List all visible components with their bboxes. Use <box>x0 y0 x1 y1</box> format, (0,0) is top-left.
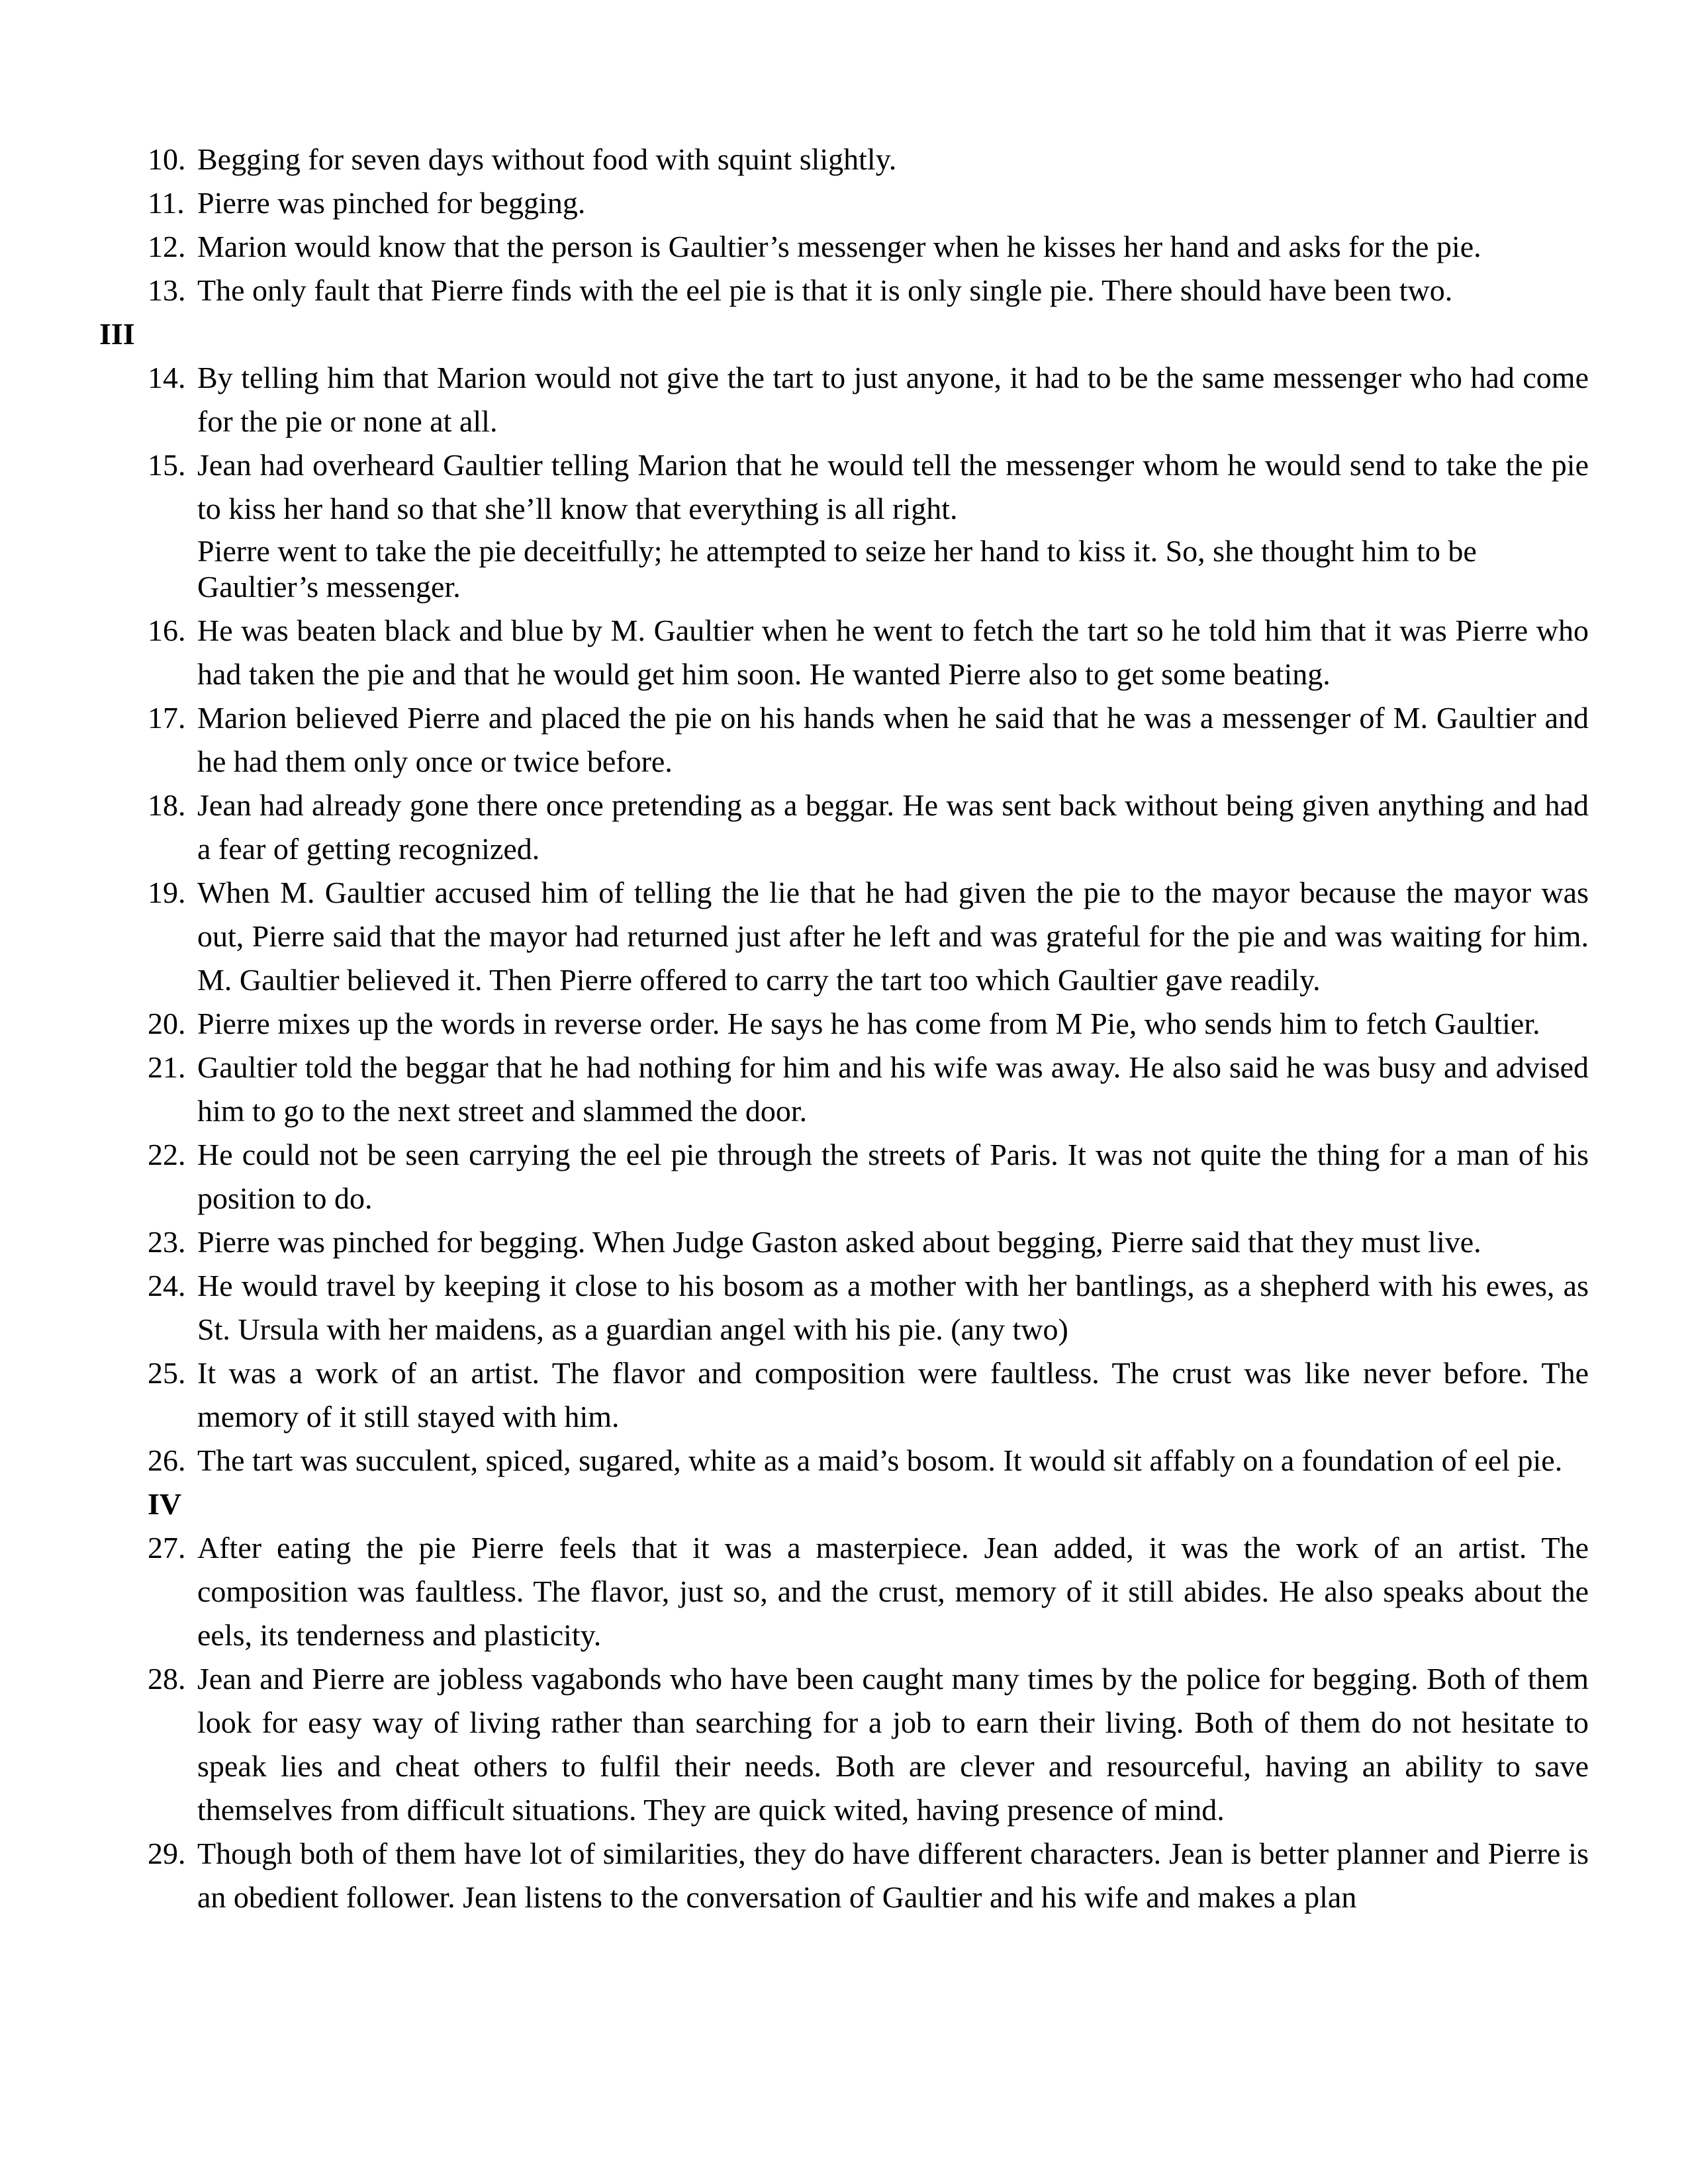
item-number: 11. <box>148 186 185 220</box>
item-number: 26. <box>148 1443 186 1477</box>
item-number: 14. <box>148 361 186 394</box>
item-number: 23. <box>148 1225 186 1259</box>
item-number: 27. <box>148 1531 186 1565</box>
item-text: Jean had overheard Gaultier telling Marion that he would tell the messenger whom he would send to take the pie to kiss her hand so that she’ll know that everything is all right. <box>197 448 1589 525</box>
list-item <box>99 356 1589 443</box>
item-number: 12. <box>148 230 186 263</box>
list-item <box>99 1046 1589 1133</box>
list-item <box>99 1439 1589 1482</box>
item-number: 24. <box>148 1269 186 1302</box>
item-number: 28. <box>148 1662 186 1696</box>
item-text: Marion would know that the person is Gaultier’s messenger when he kisses her hand and asks for the pie. <box>197 230 1481 263</box>
item-number: 25. <box>148 1356 186 1390</box>
item-number: 18. <box>148 788 186 822</box>
item-number: 20. <box>148 1007 186 1040</box>
list-item <box>99 784 1589 871</box>
item-text: The only fault that Pierre finds with the eel pie is that it is only single pie. There should have been two. <box>197 273 1453 307</box>
list-item <box>99 1657 1589 1832</box>
item-text: When M. Gaultier accused him of telling the lie that he had given the pie to the mayor because the mayor was out, Pierre said that the mayor had returned just after he left and was grateful for the pie and was waiting for him. M. Gaultier believed it. Then Pierre offered to carry the tart too which Gaultier gave readily. <box>197 876 1589 997</box>
list-item <box>99 1351 1589 1439</box>
list-item <box>99 1220 1589 1264</box>
item-text: He was beaten black and blue by M. Gaultier when he went to fetch the tart so he told him that it was Pierre who had taken the pie and that he would get him soon. He wanted Pierre also to get some beating. <box>197 614 1589 691</box>
item-text: After eating the pie Pierre feels that it was a masterpiece. Jean added, it was the work of an artist. The composition was faultless. The flavor, just so, and the crust, memory of it still abides. He also speaks about the eels, its tenderness and plasticity. <box>197 1531 1589 1652</box>
item-text: Jean had already gone there once pretending as a beggar. He was sent back without being given anything and had a fear of getting recognized. <box>197 788 1589 866</box>
item-text: Begging for seven days without food with squint slightly. <box>197 142 897 176</box>
list-item <box>99 1832 1589 1919</box>
list-item <box>99 1526 1589 1657</box>
answer-list <box>99 138 1589 1919</box>
item-continuation: Pierre went to take the pie deceitfully; he attempted to seize her hand to kiss it. So, she thought him to be Gaultier’s messenger. <box>197 534 1477 604</box>
list-item <box>99 225 1589 269</box>
list-item <box>99 1264 1589 1351</box>
list-item <box>99 443 1589 531</box>
item-text: Gaultier told the beggar that he had nothing for him and his wife was away. He also said he was busy and advised him to go to the next street and slammed the door. <box>197 1050 1589 1128</box>
list-item <box>99 1002 1589 1046</box>
item-text: Pierre mixes up the words in reverse order. He says he has come from M Pie, who sends him to fetch Gaultier. <box>197 1007 1540 1040</box>
item-number: 29. <box>148 1837 186 1870</box>
item-text: Though both of them have lot of similarities, they do have different characters. Jean is better planner and Pierre is an obedient follower. Jean listens to the conversation of Gaultier and his wife and makes a plan <box>197 1837 1589 1914</box>
list-item <box>99 696 1589 784</box>
list-item <box>99 609 1589 696</box>
item-number: 17. <box>148 701 186 735</box>
item-text: It was a work of an artist. The flavor and composition were faultless. The crust was like never before. The memory of it still stayed with him. <box>197 1356 1589 1433</box>
item-text: Pierre was pinched for begging. <box>197 186 586 220</box>
item-number: 13. <box>148 273 186 307</box>
item-text: Marion believed Pierre and placed the pie on his hands when he said that he was a messenger of M. Gaultier and he had them only once or twice before. <box>197 701 1589 778</box>
section-heading-iii: III <box>99 317 135 351</box>
item-text: Jean and Pierre are jobless vagabonds who have been caught many times by the police for begging. Both of them look for easy way of living rather than searching for a job to earn their living. Both of them do not hesitate to speak lies and cheat others to fulfil their needs. Both are clever and resourceful, having an ability to save themselves from difficult situations. They are quick wited, having presence of mind. <box>197 1662 1589 1827</box>
list-item <box>99 1133 1589 1220</box>
item-text: The tart was succulent, spiced, sugared, white as a maid’s bosom. It would sit affably on a foundation of eel pie. <box>197 1443 1563 1477</box>
list-item <box>99 181 1589 225</box>
list-item <box>99 138 1589 181</box>
item-number: 10. <box>148 142 186 176</box>
list-item <box>99 269 1589 312</box>
item-number: 19. <box>148 876 186 909</box>
item-number: 15. <box>148 448 186 482</box>
list-item <box>99 871 1589 1002</box>
item-number: 21. <box>148 1050 186 1084</box>
item-text: He could not be seen carrying the eel pie through the streets of Paris. It was not quite the thing for a man of his position to do. <box>197 1138 1589 1215</box>
item-number: 16. <box>148 614 186 647</box>
item-text: He would travel by keeping it close to his bosom as a mother with her bantlings, as a shepherd with his ewes, as St. Ursula with her maidens, as a guardian angel with his pie. (any two) <box>197 1269 1589 1346</box>
section-heading-iv: IV <box>148 1487 182 1521</box>
item-text: By telling him that Marion would not give the tart to just anyone, it had to be the same messenger who had come for the pie or none at all. <box>197 361 1589 438</box>
item-number: 22. <box>148 1138 186 1171</box>
item-text: Pierre was pinched for begging. When Judge Gaston asked about begging, Pierre said that they must live. <box>197 1225 1481 1259</box>
